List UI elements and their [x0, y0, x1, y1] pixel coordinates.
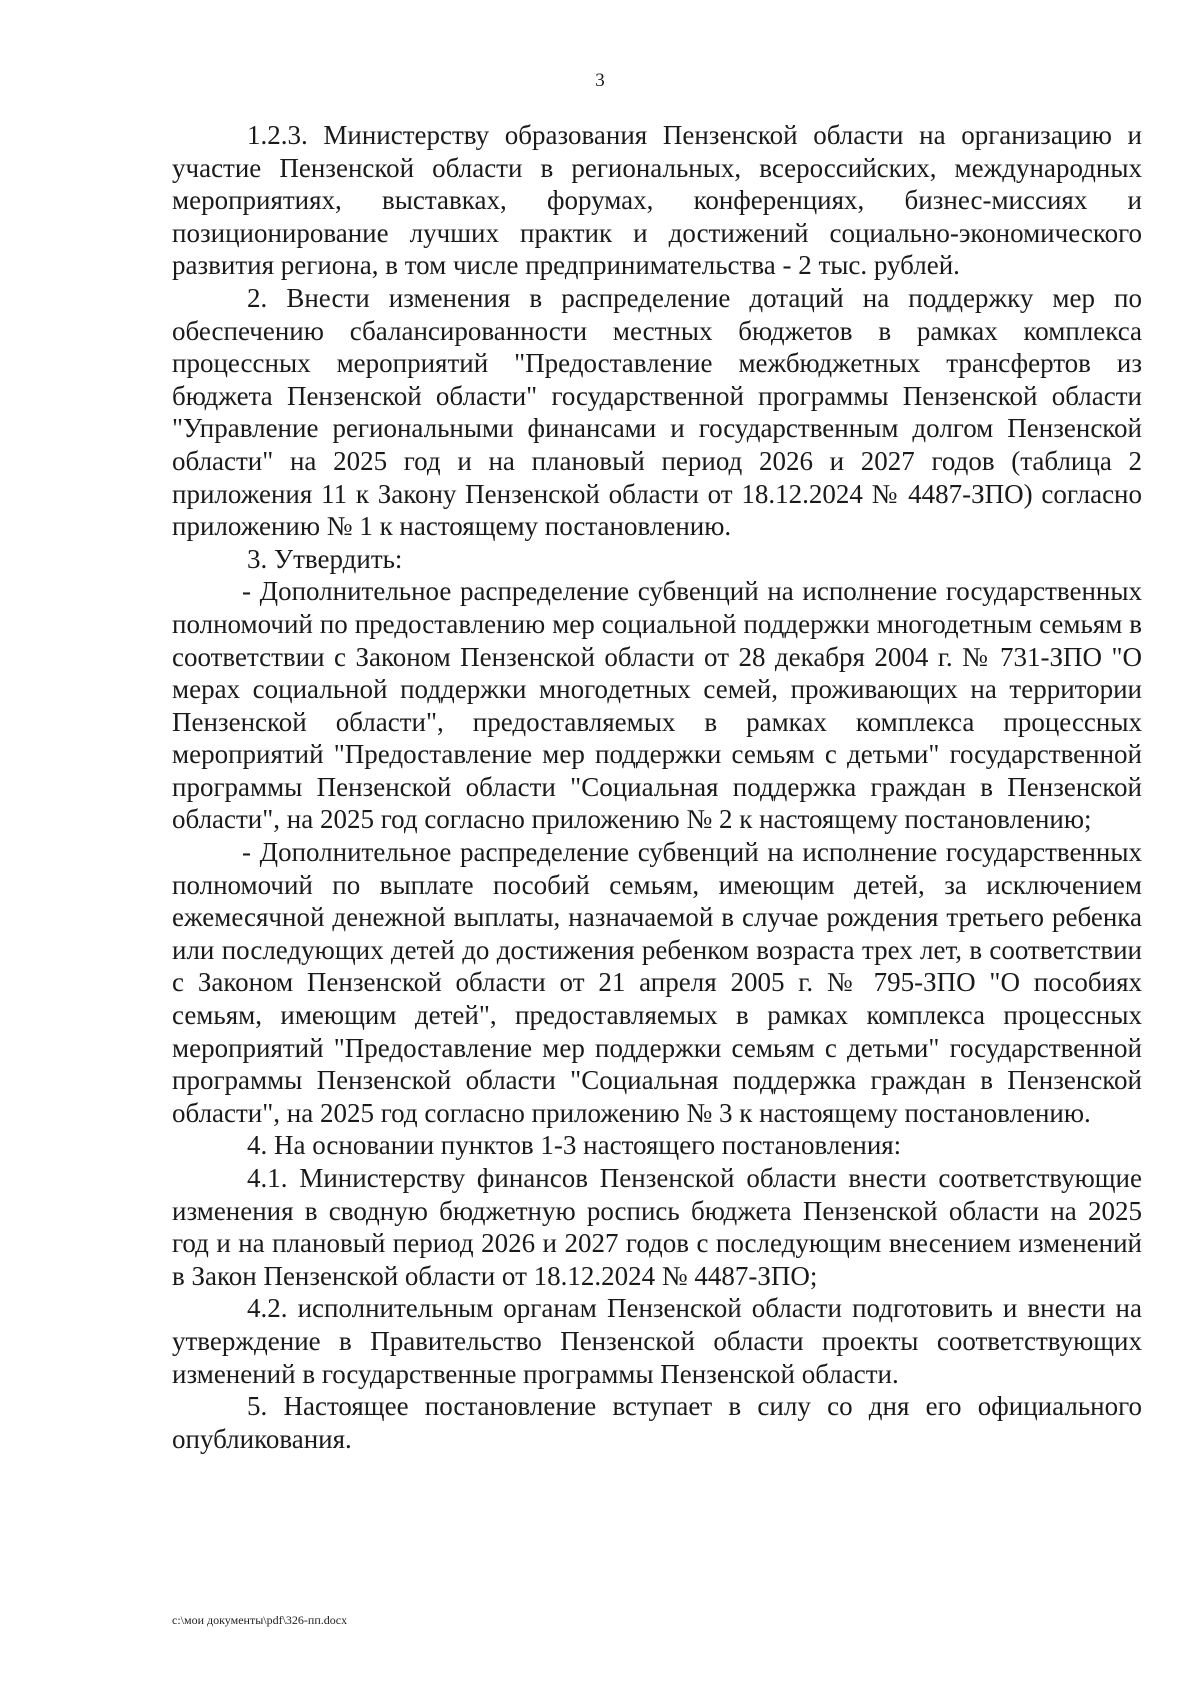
paragraph-4-heading: 4. На основании пунктов 1-3 настоящего постановления:: [247, 1130, 902, 1161]
page-number: 3: [595, 70, 605, 91]
paragraph-4-1: 4.1. Министерству финансов Пензенской области внести соответствующие изменения в сводную бюджетную роспись бюджета Пензенской области на 2025 год и на плановый период 2026 и 2027 годов с последующим внесением изменений в Закон Пензенской области от 18.12.2024 № 4487-ЗПО;: [172, 1163, 1142, 1291]
paragraph-3-heading: 3. Утвердить:: [247, 543, 403, 574]
paragraph-2: 2. Внести изменения в распределение дотаций на поддержку мер по обеспечению сбалансированности местных бюджетов в рамках комплекса процессных мероприятий "Предоставление межбюджетных трансфертов из бюджета Пензенской области" государственной программы Пензенской области "Управление региональными финансами и государственным долгом Пензенской области" на 2025 год и на плановый период 2026 и 2027 годов (таблица 2 приложения 11 к Закону Пензенской области от 18.12.2024 № 4487-ЗПО) согласно приложению № 1 к настоящему постановлению.: [172, 282, 1142, 542]
paragraph-4-2: 4.2. исполнительным органам Пензенской области подготовить и внести на утверждение в Правительство Пензенской области проекты соответствующих изменений в государственные программы Пензенской области.: [172, 1293, 1142, 1389]
document-body: [172, 119, 1142, 1455]
paragraph-3-item-2: - Дополнительное распределение субвенций на исполнение государственных полномочий по выплате пособий семьям, имеющим детей, за исключением ежемесячной денежной выплаты, назначаемой в случае рождения третьего ребенка или последующих детей до достижения ребенком возраста трех лет, в соответствии с Законом Пензенской области от 21 апреля 2005 г. № 795-ЗПО "О пособиях семьям, имеющим детей", предоставляемых в рамках комплекса процессных мероприятий "Предоставление мер поддержки семьям с детьми" государственной программы Пензенской области "Социальная поддержка граждан в Пензенской области", на 2025 год согласно приложению № 3 к настоящему постановлению.: [172, 837, 1142, 1128]
paragraph-5: 5. Настоящее постановление вступает в силу со дня его официального опубликования.: [172, 1391, 1142, 1454]
paragraph-1-2-3: 1.2.3. Министерству образования Пензенской области на организацию и участие Пензенской области в региональных, всероссийских, международных мероприятиях, выставках, форумах, конференциях, бизнес-миссиях и позиционирование лучших практик и достижений социально-экономического развития региона, в том числе предпринимательства - 2 тыс. рублей.: [172, 120, 1142, 281]
paragraph-3-item-1: - Дополнительное распределение субвенций на исполнение государственных полномочий по предоставлению мер социальной поддержки многодетным семьям в соответствии с Законом Пензенской области от 28 декабря 2004 г. № 731-ЗПО "О мерах социальной поддержки многодетных семей, проживающих на территории Пензенской области", предоставляемых в рамках комплекса процессных мероприятий "Предоставление мер поддержки семьям с детьми" государственной программы Пензенской области "Социальная поддержка граждан в Пензенской области", на 2025 год согласно приложению № 2 к настоящему постановлению;: [172, 576, 1142, 835]
footer-file-path: c:\мои документы\pdf\326-пп.docx: [172, 1613, 348, 1627]
